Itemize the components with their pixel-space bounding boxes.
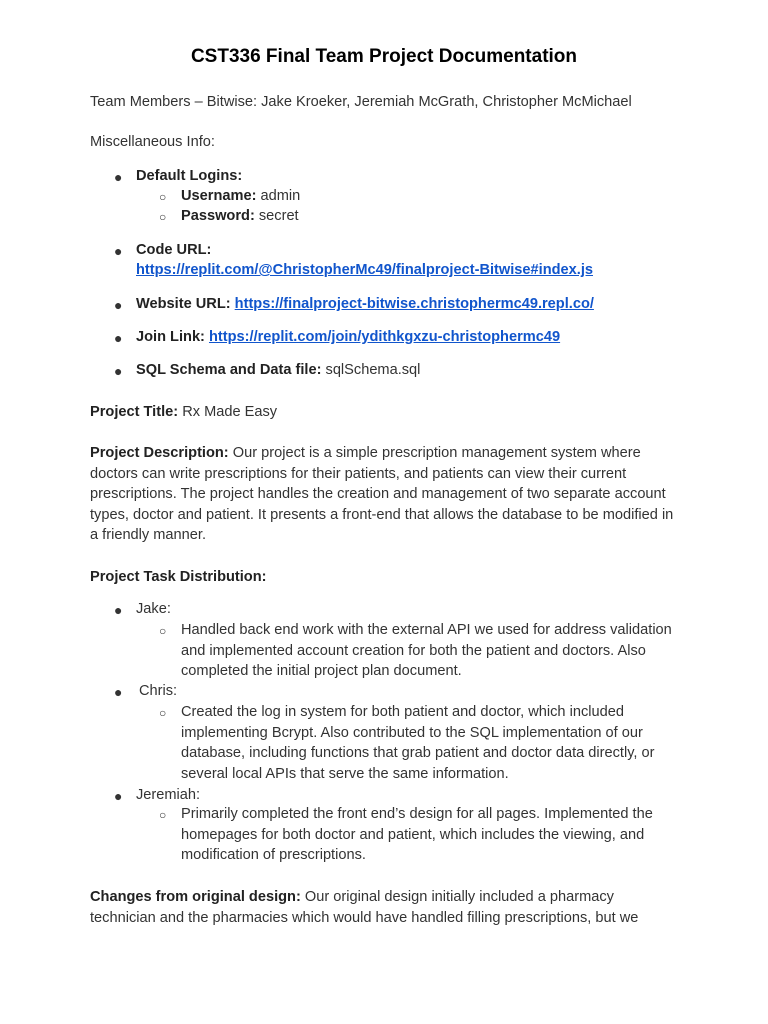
code-url-item: [136, 240, 676, 280]
task-member-name: Jeremiah:: [136, 787, 201, 803]
username-value: admin: [260, 188, 301, 204]
website-url-item: [136, 294, 676, 314]
sub-bullet-icon: ○: [159, 808, 167, 822]
changes-label: Changes from original design:: [90, 889, 301, 905]
username-line: [181, 186, 676, 207]
team-members: Team Members – Bitwise: Jake Kroeker, Jeremiah McGrath, Christopher McMichael: [90, 94, 632, 110]
code-url-link[interactable]: https://replit.com/@ChristopherMc49/finalproject-Bitwise#index.js: [136, 262, 593, 278]
bullet-icon: ●: [114, 602, 123, 618]
bullet-icon: ●: [114, 330, 123, 346]
join-link-item: [136, 327, 676, 347]
sub-bullet-icon: ○: [159, 624, 167, 638]
task-distribution-heading: Project Task Distribution:: [90, 569, 267, 585]
sub-bullet-icon: ○: [159, 706, 167, 720]
task-member-detail: Primarily completed the front end’s design for all pages. Implemented the homepages for both doctor and patient, which includes the viewing, and modification of prescriptions.: [181, 806, 653, 864]
document-title: CST336 Final Team Project Documentation: [190, 46, 578, 67]
project-description: [90, 443, 680, 546]
sub-bullet-icon: ○: [159, 210, 167, 224]
bullet-icon: ●: [114, 363, 123, 379]
join-link[interactable]: https://replit.com/join/ydithkgxzu-christophermc49: [208, 329, 561, 345]
default-logins-label: Default Logins:: [136, 168, 243, 184]
bullet-icon: ●: [114, 297, 123, 313]
bullet-icon: ●: [114, 243, 123, 259]
sql-label: SQL Schema and Data file:: [136, 362, 322, 378]
sql-value: sqlSchema.sql: [325, 362, 421, 378]
password-line: [181, 206, 676, 227]
sub-bullet-icon: ○: [159, 190, 167, 204]
bullet-icon: ●: [114, 684, 123, 700]
sql-item: [136, 360, 676, 380]
changes-from-original: [90, 887, 680, 928]
project-description-label: Project Description:: [90, 445, 229, 461]
password-label: Password:: [181, 208, 255, 224]
task-member-detail: Created the log in system for both patient and doctor, which included implementing Bcrypt. Also contributed to the SQL implementation of our database, including functions that grab patient and doctor data directly, or several local APIs that serve the same information.: [181, 704, 655, 782]
password-value: secret: [258, 208, 299, 224]
task-member-name: Jake:: [136, 601, 171, 617]
changes-text: Our original design initially included a pharmacy technician and the pharmacies which would have handled filling prescriptions, but we: [90, 889, 639, 926]
project-title-label: Project Title:: [90, 404, 179, 420]
join-link-label: Join Link:: [136, 329, 205, 345]
website-url-link[interactable]: https://finalproject-bitwise.christophermc49.repl.co/: [234, 296, 594, 312]
code-url-label: Code URL:: [136, 242, 212, 258]
website-url-label: Website URL:: [136, 296, 231, 312]
task-member-detail: Handled back end work with the external API we used for address validation and implemented account creation for both the patient and doctors. Also completed the initial project plan document.: [181, 622, 672, 680]
bullet-icon: ●: [114, 788, 123, 804]
project-description-text: Our project is a simple prescription management system where doctors can write prescriptions for their patients, and patients can view their current prescriptions. The project handles the creation and management of two separate account types, doctor and patient. It presents a front-end that allows the database to be modified in a friendly manner.: [90, 445, 674, 544]
task-member-name: Chris:: [139, 683, 178, 699]
bullet-icon: ●: [114, 169, 123, 185]
project-title-line: [90, 402, 680, 423]
project-title-value: Rx Made Easy: [182, 404, 278, 420]
misc-heading: Miscellaneous Info:: [90, 134, 215, 150]
username-label: Username:: [181, 188, 257, 204]
